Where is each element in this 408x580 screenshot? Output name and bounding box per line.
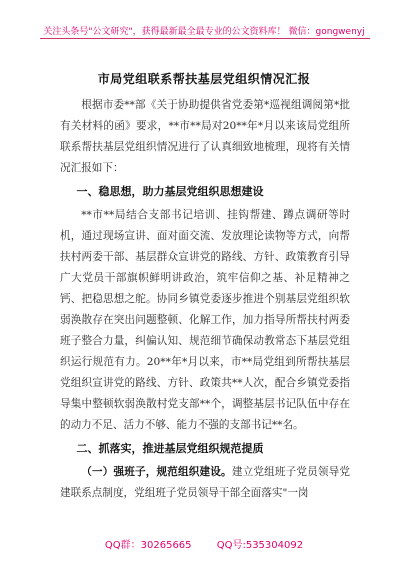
document-body [60, 95, 350, 504]
promo-banner: 关注头条号"公文研究"，获得最新最全最专业的公文资料库！ 微信：gongwenyj [43, 27, 365, 37]
footer-contact [0, 536, 408, 551]
subsection-1-label: （一）强班子，规范组织建设。 [81, 466, 232, 478]
subsection-1-paragraph [60, 462, 350, 504]
section-heading-1: 一、稳思想，助力基层党组织思想建设 [76, 185, 264, 198]
intro-paragraph: 根据市委**部《关于协助提供省党委第*巡视组调阅第*批有关材料的函》要求，**市**局对20**年*月以来该局党组所联系帮扶基层党组织情况进行了认真细致地梳理，现将有关情况汇报如下： [60, 99, 350, 174]
qq-group: QQ群：30265665 [104, 540, 192, 551]
section-heading-2: 二、抓落实，推进基层党组织规范提质 [76, 442, 264, 455]
document-title: 市局党组联系帮扶基层党组织情况汇报 [97, 72, 311, 86]
header-divider [40, 38, 370, 39]
qq-number: QQ号:535304092 [216, 540, 304, 551]
section-1-paragraph: **市**局结合支部书记培训、挂钩帮建、蹲点调研等时机，通过现场宣讲、面对面交流、发放理论读物等方式，向帮扶村两委干部、基层群众宣讲党的路线、方针、政策教育引导广大党员干部旗帜鲜明讲政治，筑牢信仰之基、补足精神之钙、把稳思想之舵。协同乡镇党委逐步推进个别基层党组织软弱涣散存在突出问题整顿、化解工作，加力指导所帮扶村两委班子整合力量，纠偏认知、规范细节确保动教常态下基层党组织运行规范有力。20**年*月以来，市**局党组到所帮扶基层党组织宣讲党的路线、方针、政策共**人次，配合乡镇党委指导集中整顿软弱涣散村党支部**个，调整基层书记队伍中存在的动力不足、活力不够、能力不强的支部书记**名。 [60, 209, 350, 431]
subsection-1-text: 建立党组班子党员领导党建联系点制度，党组班子党员领导干部全面落实"一岗 [60, 466, 351, 499]
